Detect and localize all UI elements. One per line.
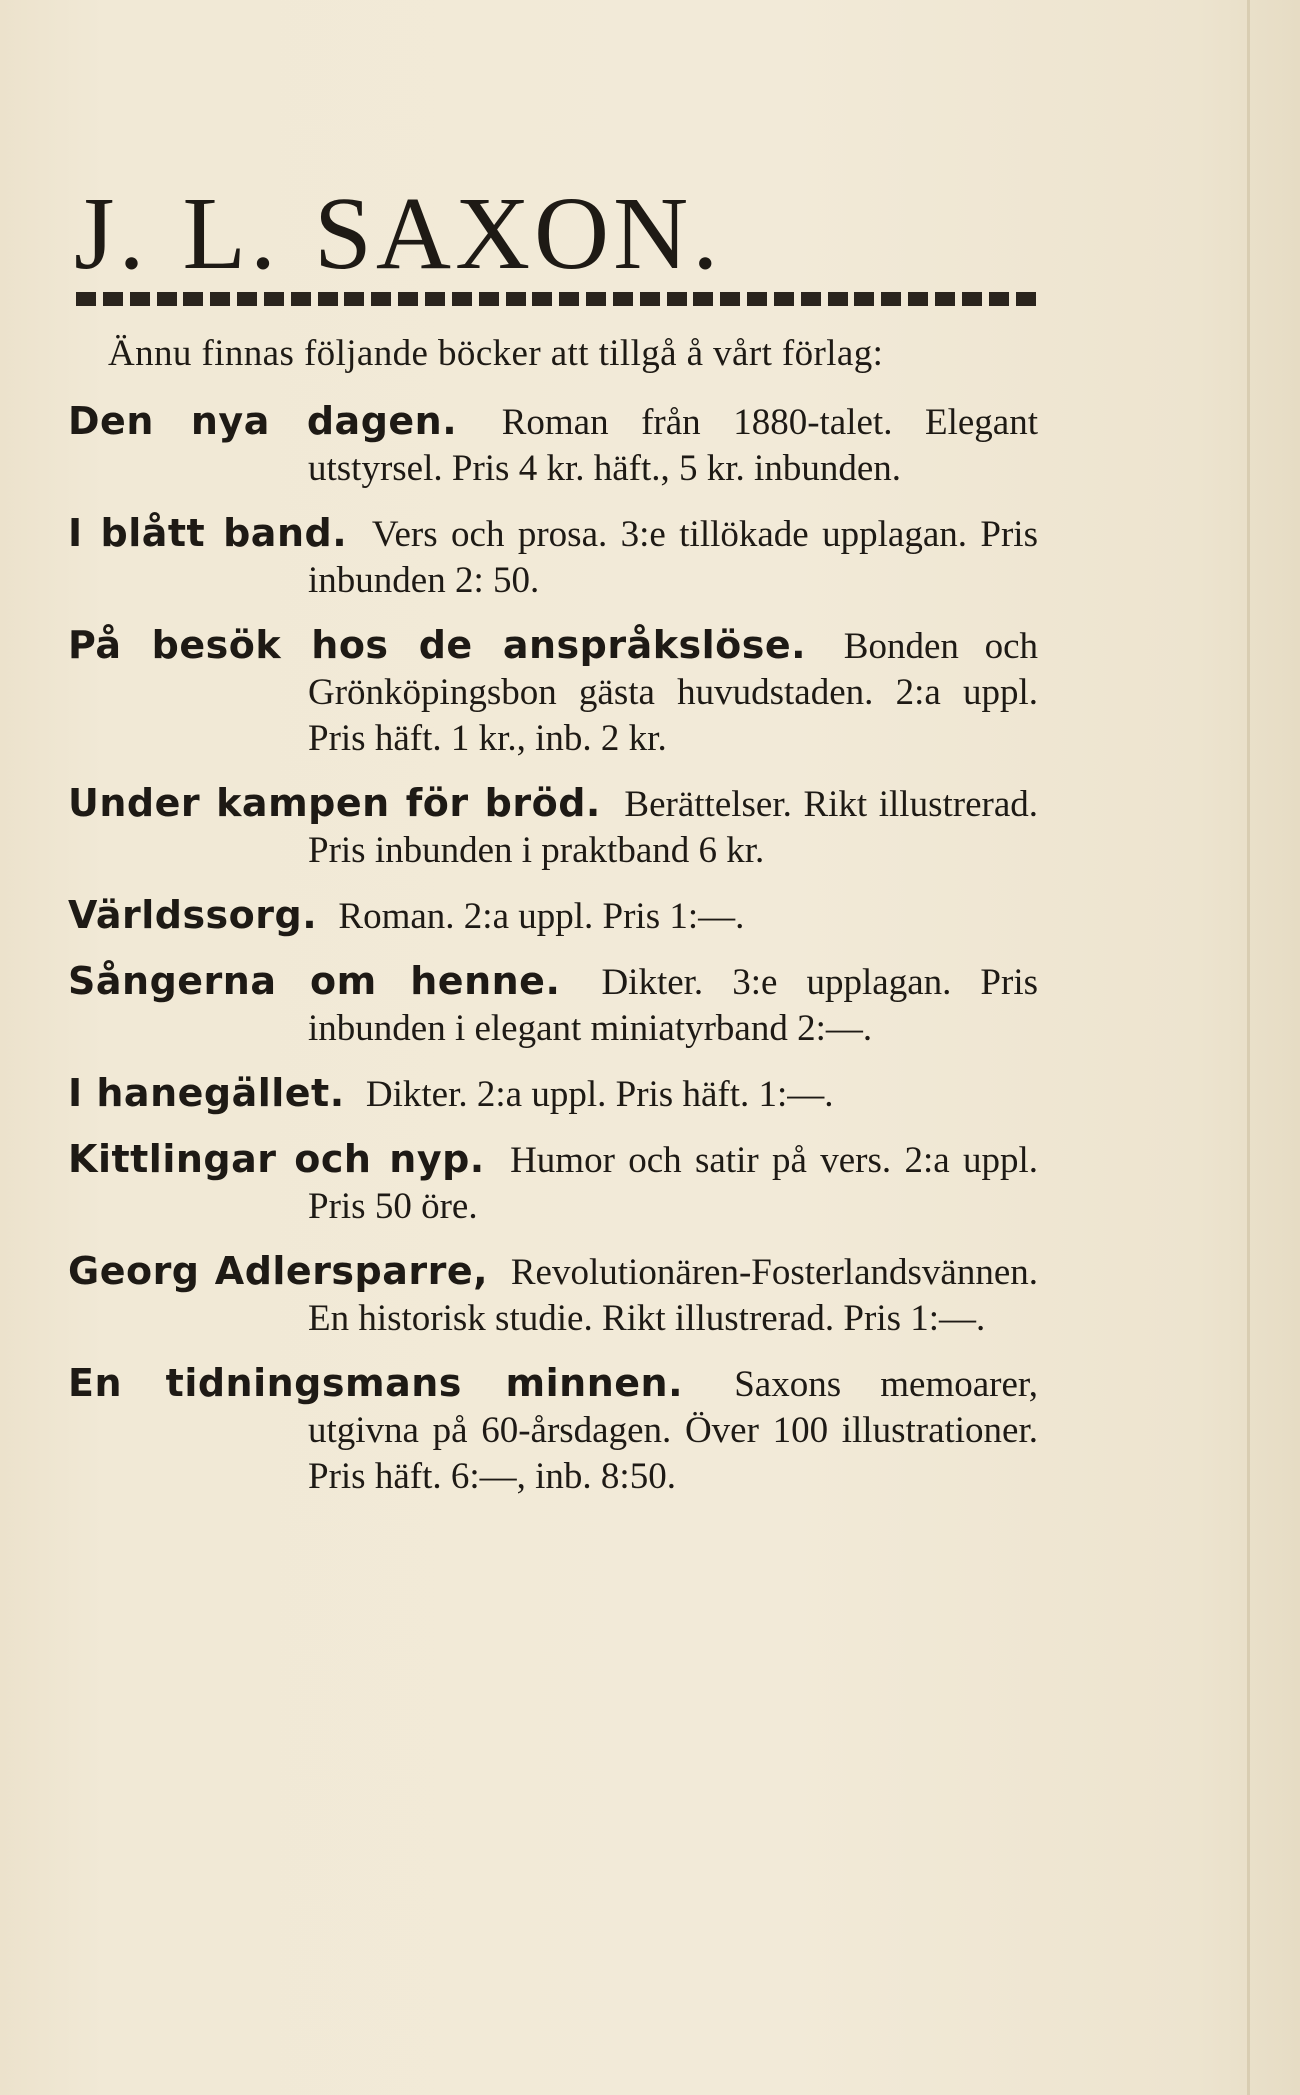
rule-block [371, 292, 391, 306]
rule-block [908, 292, 928, 306]
rule-block [774, 292, 794, 306]
book-description: Roman från 1880-talet. Elegant utstyrsel. Pris 4 kr. häft., 5 kr. inbunden. [308, 402, 1038, 489]
publisher-name: J. L. SAXON. [74, 176, 723, 291]
rule-block [640, 292, 660, 306]
rule-block [291, 292, 311, 306]
decorative-dotted-rule [76, 292, 1036, 306]
book-entry [68, 398, 1038, 492]
book-entry [68, 622, 1038, 762]
book-title: Den nya dagen. [68, 399, 458, 443]
rule-block [667, 292, 687, 306]
rule-block [693, 292, 713, 306]
rule-block [532, 292, 552, 306]
rule-block [318, 292, 338, 306]
rule-block [398, 292, 418, 306]
rule-block [130, 292, 150, 306]
book-entry [68, 1360, 1038, 1500]
book-description: Humor och satir på vers. 2:a uppl. Pris 50 öre. [308, 1140, 1039, 1227]
rule-block [452, 292, 472, 306]
book-title: I blått band. [68, 511, 348, 555]
book-title: En tidningsmans minnen. [68, 1361, 684, 1405]
book-entry [68, 1248, 1038, 1342]
book-entry [68, 892, 1038, 940]
book-title: Sångerna om henne. [68, 959, 561, 1003]
book-description: Roman. 2:a uppl. Pris 1:—. [338, 896, 745, 937]
rule-block [237, 292, 257, 306]
rule-block [210, 292, 230, 306]
book-description: Berättelser. Rikt illustrerad. Pris inbunden i praktband 6 kr. [308, 784, 1038, 871]
book-title: På besök hos de anspråkslöse. [68, 623, 807, 667]
advertisement-content [68, 178, 1038, 1518]
book-entry [68, 780, 1038, 874]
rule-block [479, 292, 499, 306]
book-description: Bonden och Grönköpingsbon gästa huvudstaden. 2:a uppl. Pris häft. 1 kr., inb. 2 kr. [308, 626, 1039, 759]
book-title: I hanegället. [68, 1071, 345, 1115]
rule-block [881, 292, 901, 306]
book-description: Saxons memoarer, utgivna på 60-årsdagen. Över 100 illustrationer. Pris häft. 6:—, inb. 8:50. [308, 1364, 1038, 1497]
rule-block [989, 292, 1009, 306]
rule-block [828, 292, 848, 306]
book-entry [68, 1136, 1038, 1230]
rule-block [264, 292, 284, 306]
rule-block [586, 292, 606, 306]
rule-block [183, 292, 203, 306]
book-description: Revolutionären-Fosterlandsvännen. En historisk studie. Rikt illustrerad. Pris 1:—. [308, 1252, 1038, 1339]
rule-block [103, 292, 123, 306]
rule-block [962, 292, 982, 306]
intro-text: Ännu finnas följande böcker att tillgå å vårt förlag: [108, 333, 884, 374]
rule-block [613, 292, 633, 306]
book-entry [68, 510, 1038, 604]
rule-block [76, 292, 96, 306]
book-title: Kittlingar och nyp. [68, 1137, 485, 1181]
book-title: Världssorg. [68, 893, 318, 937]
rule-block [559, 292, 579, 306]
book-title: Under kampen för bröd. [68, 781, 601, 825]
rule-block [854, 292, 874, 306]
book-description: Dikter. 2:a uppl. Pris häft. 1:—. [365, 1074, 834, 1115]
book-entry [68, 1070, 1038, 1118]
rule-block [157, 292, 177, 306]
book-description: Dikter. 3:e upplagan. Pris inbunden i elegant miniatyrband 2:—. [308, 962, 1039, 1049]
rule-block [935, 292, 955, 306]
rule-block [720, 292, 740, 306]
rule-block [1016, 292, 1036, 306]
rule-block [344, 292, 364, 306]
book-description: Vers och prosa. 3:e tillökade upplagan. Pris inbunden 2: 50. [308, 514, 1038, 601]
rule-block [506, 292, 526, 306]
rule-block [801, 292, 821, 306]
rule-block [425, 292, 445, 306]
book-entry [68, 958, 1038, 1052]
rule-block [747, 292, 767, 306]
book-title: Georg Adlersparre, [68, 1249, 489, 1293]
page-fold-shadow [1247, 0, 1250, 2095]
